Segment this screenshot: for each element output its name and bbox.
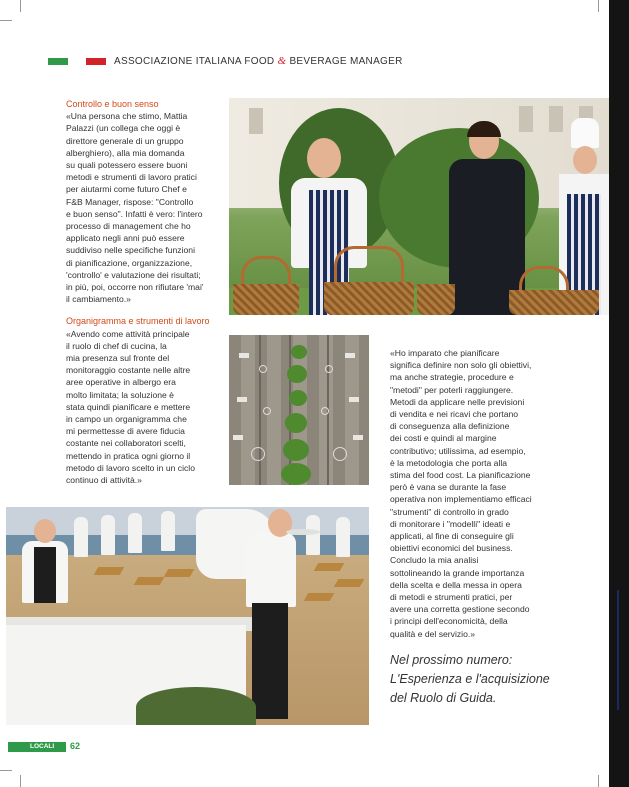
text-line: però è vana se durante la fase <box>390 482 507 493</box>
header-title <box>114 55 403 67</box>
text-line: sottolineando la grande importanza <box>390 567 525 578</box>
text-line: in più, poi, occorre non rifiutare 'mai' <box>66 282 204 293</box>
header-title-part1: ASSOCIAZIONE ITALIANA FOOD <box>114 56 278 67</box>
text-line: alberghiero), alla mia domanda <box>66 147 185 158</box>
text-line: Concludo la mia analisi <box>390 555 479 566</box>
text-line: operativa non implementiamo efficaci <box>390 494 532 505</box>
text-line: avere una corretta gestione secondo <box>390 604 530 615</box>
text-line: molto limitata; la soluzione è <box>66 389 174 400</box>
page-number: 62 <box>70 741 81 751</box>
text-line: il cambiamento.» <box>66 294 131 305</box>
section-paragraph <box>66 328 216 487</box>
text-line: Palazzi (un collega che oggi è <box>66 123 181 134</box>
text-line: continuo di attività.» <box>66 475 142 486</box>
photo-basket <box>417 284 455 315</box>
section-paragraph <box>66 110 216 305</box>
text-line: "metodi" per poterli raggiungere. <box>390 384 514 395</box>
running-header <box>48 55 428 69</box>
section-heading: Organigramma e strumenti di lavoro <box>66 316 210 327</box>
header-title-part2: BEVERAGE MANAGER <box>286 56 403 67</box>
text-line: di vendita e nei ricavi che portano <box>390 409 519 420</box>
text-line: «Ho imparato che pianificare <box>390 348 500 358</box>
text-line: monitoraggio costante nelle altre <box>66 365 191 376</box>
text-line: processo di management che ho <box>66 221 191 232</box>
section-heading: Controllo e buon senso <box>66 99 159 109</box>
text-line: Nel prossimo numero: <box>390 653 513 667</box>
text-line: del Ruolo di Guida. <box>390 691 497 705</box>
crop-mark <box>20 775 21 787</box>
text-line: aree operative in albergo era <box>66 377 176 388</box>
text-line: «Una persona che stimo, Mattia <box>66 111 188 122</box>
flag-green-bar <box>48 58 68 65</box>
text-line: significa definire non solo gli obiettivi, <box>390 360 532 371</box>
text-line: contributivo; utilissima, ad esempio, <box>390 445 526 456</box>
next-issue-teaser <box>390 651 590 708</box>
photo-beach-banquet <box>6 507 369 725</box>
footer-section-tab: LOCALI TOP <box>8 742 66 752</box>
photo-basket <box>324 282 414 315</box>
text-line: dei costi e quindi al margine <box>390 433 497 444</box>
text-line: costante nei collaboratori scelti, <box>66 438 186 449</box>
text-line: "strumenti" di controllo in grado <box>390 506 509 517</box>
text-line: «Avendo come attività principale <box>66 328 190 339</box>
text-line: stima del food cost. La pianificazione <box>390 470 531 481</box>
text-line: direttore generale di un gruppo <box>66 135 184 146</box>
text-line: 'controllo' e valutazione dei risultati; <box>66 269 201 280</box>
text-line: e buon senso". Infatti è vero: l'intero <box>66 208 203 219</box>
text-line: mia presenza sul fronte del <box>66 353 170 364</box>
page-spine <box>609 0 629 787</box>
text-line: il ruolo di chef di cucina, la <box>66 340 167 351</box>
text-line: qualità e del servizio.» <box>390 628 476 639</box>
text-line: di pianificazione, organizzazione, <box>66 257 193 268</box>
text-line: di monitorare i "modelli" ideati e <box>390 518 511 529</box>
text-line: ma anche strategie, procedure e <box>390 372 514 383</box>
crop-mark <box>598 0 599 12</box>
flag-red-bar <box>86 58 106 65</box>
crop-mark <box>598 775 599 787</box>
text-line: su quali potessero essere buoni <box>66 160 188 171</box>
text-line: suddiviso nelle specifiche funzioni <box>66 245 195 256</box>
photo-table-setting-topdown <box>229 335 369 485</box>
text-line: applicato negli anni può essere <box>66 233 185 244</box>
text-line: L'Esperienza e l'acquisizione <box>390 672 550 686</box>
text-line: applicati, al fine di conseguire gli <box>390 531 514 542</box>
text-line: è la metodologia che porta alla <box>390 457 508 468</box>
text-line: di conseguenza alla definizione <box>390 421 510 432</box>
right-text-column <box>390 347 570 640</box>
spine-accent-line <box>617 590 619 710</box>
crop-mark <box>0 770 12 771</box>
text-line: metodo di lavoro scelto in un ciclo <box>66 462 195 473</box>
text-line: F&B Manager, rispose: "Controllo <box>66 196 194 207</box>
header-ampersand: & <box>277 55 287 67</box>
crop-mark <box>20 0 21 12</box>
text-line: in campo un organigramma che <box>66 414 187 425</box>
text-line: metodi e strumenti di lavoro pratici <box>66 172 197 183</box>
text-line: i principi dell'economicità, della <box>390 616 508 627</box>
text-line: mettendo in pratica ogni giorno il <box>66 450 191 461</box>
photo-basket <box>509 290 599 315</box>
text-line: obiettivi economici del business. <box>390 543 513 554</box>
text-line: di metodi e strumenti pratici, per <box>390 592 513 603</box>
crop-mark <box>0 20 12 21</box>
text-line: Metodi da applicare nelle previsioni <box>390 396 525 407</box>
text-line: per aiutarmi come futuro Chef e <box>66 184 187 195</box>
text-line: stata quindi pianificare e mettere <box>66 401 191 412</box>
photo-basket <box>233 284 299 315</box>
text-line: della scelta e della messa in opera <box>390 579 522 590</box>
left-text-column <box>66 98 216 486</box>
text-line: mi permettesse di avere fiducia <box>66 426 185 437</box>
photo-chefs-with-baskets <box>229 98 609 315</box>
